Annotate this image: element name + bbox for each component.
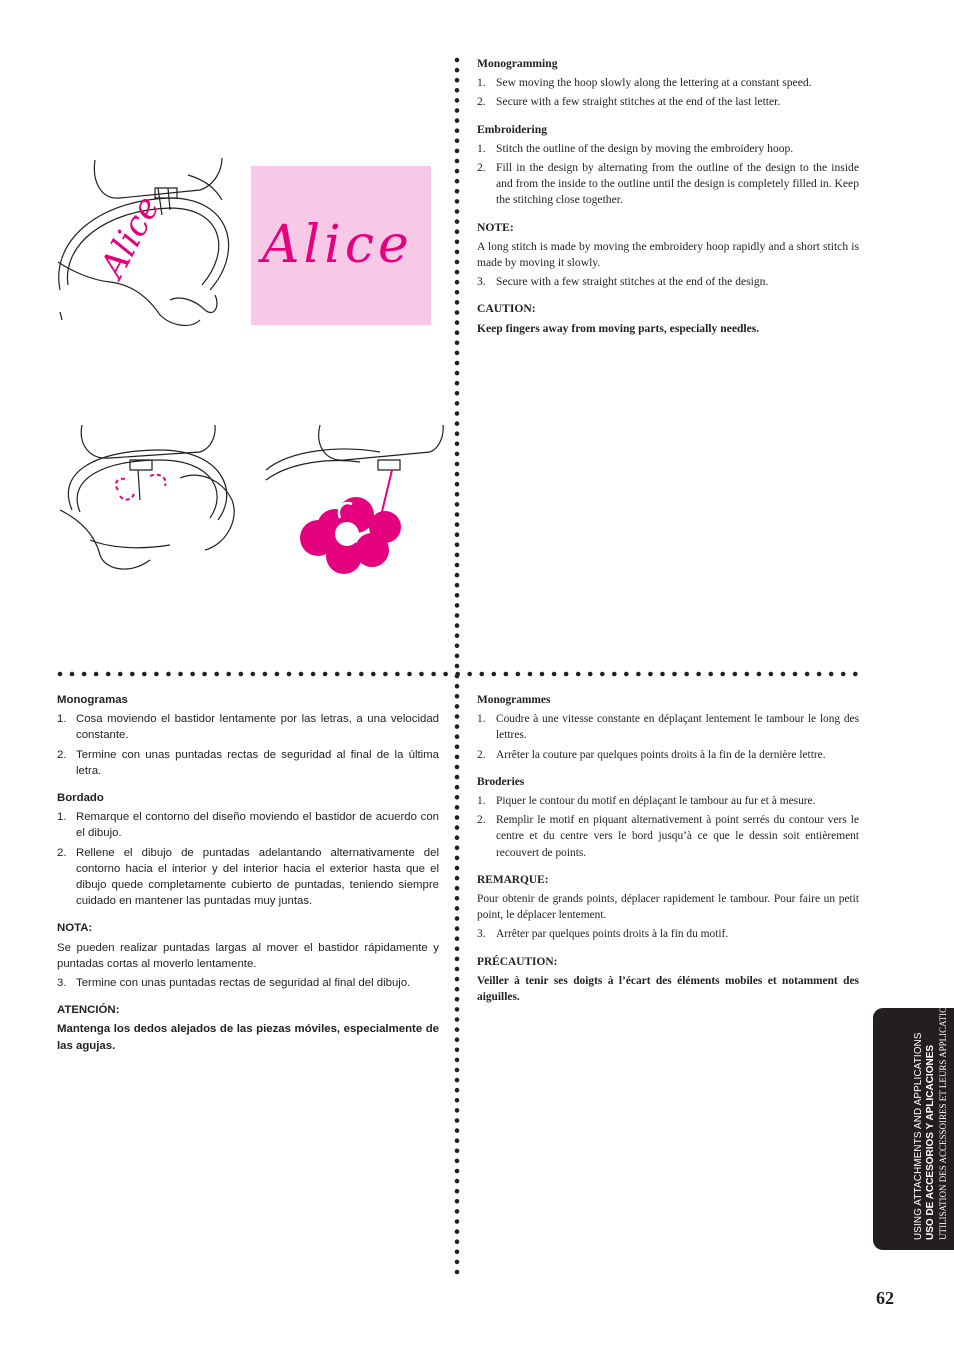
fr-monogramming-step-1: 1. Coudre à une vitesse constante en déplaçant lentement le tambour le long des lettres. xyxy=(477,713,859,742)
tab-title-spanish: USO DE ACCESORIOS Y APLICACIONES xyxy=(925,1044,936,1240)
chapter-side-tab xyxy=(873,994,954,1250)
fr-note-text: Pour obtenir de grands points, déplacer rapidement le tambour. Pour faire un petit point, le déplacer lentement. xyxy=(477,893,859,922)
es-embroidering-step-2: 2. Rellene el dibujo de puntadas adelantando alternativamente del contorno hacia el interior y del interior hacia el exterior hasta que el dibujo quede completamente cubierto de puntadas, teniendo siempre cuidado en mantener las puntadas muy juntas. xyxy=(57,846,439,908)
en-caution-heading: CAUTION: xyxy=(477,302,536,316)
en-embroidering-heading: Embroidering xyxy=(477,122,547,136)
divider-dot xyxy=(492,672,497,677)
en-monogramming-step-2: 2. Secure with a few straight stitches at the end of the last letter. xyxy=(477,95,781,109)
es-monogramming-step-2: 2. Termine con unas puntadas rectas de seguridad al final de la última letra. xyxy=(57,748,439,777)
divider-dot xyxy=(455,149,460,154)
divider-dot xyxy=(455,795,460,800)
divider-dot xyxy=(455,169,460,174)
divider-dot xyxy=(455,876,460,881)
divider-dot xyxy=(455,835,460,840)
divider-dot xyxy=(455,1149,460,1154)
en-embroidering-step-2: 2. Fill in the design by alternating from the outline of the design to the inside and from the inside to the outline until the design is completely filled in. Keep the stitching close together. xyxy=(477,161,859,207)
divider-dot xyxy=(347,672,352,677)
divider-dot xyxy=(455,108,460,113)
divider-dot xyxy=(407,672,412,677)
divider-dot xyxy=(371,672,376,677)
divider-dot xyxy=(455,1118,460,1123)
divider-dot xyxy=(648,672,653,677)
divider-dot xyxy=(467,672,472,677)
divider-dot xyxy=(455,1159,460,1164)
fr-caution-heading: PRÉCAUTION: xyxy=(477,955,558,968)
divider-dot xyxy=(455,745,460,750)
english-instructions xyxy=(477,56,859,340)
french-instructions xyxy=(477,692,859,1008)
divider-dot xyxy=(841,672,846,677)
divider-dot xyxy=(540,672,545,677)
page-number: 62 xyxy=(876,1288,894,1308)
divider-dot xyxy=(455,957,460,962)
es-embroidering-heading: Bordado xyxy=(57,792,104,805)
divider-dot xyxy=(455,672,460,677)
divider-dot xyxy=(455,1037,460,1042)
divider-dot xyxy=(455,1250,460,1255)
divider-dot xyxy=(757,672,762,677)
fr-monogramming-heading: Monogrammes xyxy=(477,694,551,706)
divider-dot xyxy=(431,672,436,677)
divider-dot xyxy=(455,1270,460,1275)
en-note-heading: NOTE: xyxy=(477,220,514,234)
divider-dot xyxy=(805,672,810,677)
divider-dot xyxy=(455,623,460,628)
divider-dot xyxy=(576,672,581,677)
fr-caution-text: Veiller à tenir ses doigts à l’écart des éléments mobiles et notamment des aiguilles. xyxy=(477,974,859,1004)
divider-dot xyxy=(455,967,460,972)
divider-dot xyxy=(455,361,460,366)
divider-dot xyxy=(455,714,460,719)
monogram-sample-on-hoop: Alice xyxy=(92,189,169,285)
divider-dot xyxy=(636,672,641,677)
divider-dot xyxy=(455,118,460,123)
divider-dot xyxy=(142,672,147,677)
divider-dot xyxy=(323,672,328,677)
divider-dot xyxy=(745,672,750,677)
es-note-heading: NOTA: xyxy=(57,922,93,935)
divider-dot xyxy=(455,997,460,1002)
divider-dot xyxy=(455,411,460,416)
divider-dot xyxy=(214,672,219,677)
divider-dot xyxy=(455,189,460,194)
divider-dot xyxy=(455,58,460,63)
divider-dot xyxy=(684,672,689,677)
es-monogramming-step-1: 1. Cosa moviendo el bastidor lentamente por las letras, a una velocidad constante. xyxy=(57,713,439,742)
divider-dot xyxy=(455,462,460,467)
es-monogramming-heading: Monogramas xyxy=(57,694,128,706)
divider-dot xyxy=(395,672,400,677)
divider-dot xyxy=(178,672,183,677)
divider-dot xyxy=(455,88,460,93)
en-embroidering-step-1: 1. Stitch the outline of the design by moving the embroidery hoop. xyxy=(477,141,794,155)
divider-dot xyxy=(455,906,460,911)
es-caution-text: Mantenga los dedos alejados de las piezas móviles, especialmente de las agujas. xyxy=(57,1023,439,1052)
divider-dot xyxy=(455,1078,460,1083)
divider-dot xyxy=(455,401,460,406)
divider-dot xyxy=(455,765,460,770)
divider-dot xyxy=(853,672,858,677)
tab-title-french: UTILISATION DES ACCESSOIRES ET LEURS APPLICATIONS xyxy=(938,994,948,1240)
divider-dot xyxy=(769,672,774,677)
divider-dot xyxy=(455,805,460,810)
divider-dot xyxy=(660,672,665,677)
fr-embroidering-step-2: 2. Remplir le motif en piquant alternativement à point serrés du contour vers le centre et du centre vers le bord jusqu’à ce que le dessin soit entièrement recouvert de points. xyxy=(477,814,859,859)
en-monogramming-heading: Monogramming xyxy=(477,57,558,70)
fr-embroidering-step-1: 1. Piquer le contour du motif en déplaçant le tambour au fur et à mesure. xyxy=(477,795,816,808)
divider-dot xyxy=(455,1209,460,1214)
divider-dot xyxy=(455,866,460,871)
divider-dot xyxy=(455,1058,460,1063)
divider-dot xyxy=(106,672,111,677)
divider-dot xyxy=(455,593,460,598)
flower-center xyxy=(335,522,359,546)
divider-dot xyxy=(455,1260,460,1265)
divider-dot xyxy=(239,672,244,677)
divider-dot xyxy=(455,543,460,548)
divider-dot xyxy=(455,704,460,709)
divider-dot xyxy=(455,512,460,517)
fr-embroidering-heading: Broderies xyxy=(477,775,525,788)
divider-dot xyxy=(94,672,99,677)
divider-dot xyxy=(455,916,460,921)
divider-dot xyxy=(733,672,738,677)
divider-dot xyxy=(455,492,460,497)
divider-dot xyxy=(504,672,509,677)
divider-dot xyxy=(455,1017,460,1022)
divider-dot xyxy=(455,240,460,245)
divider-dot xyxy=(455,482,460,487)
divider-dot xyxy=(455,532,460,537)
divider-dot xyxy=(335,672,340,677)
vertical-dotted-divider xyxy=(455,58,460,1275)
alice-sample-lettering: Alice xyxy=(262,215,413,275)
divider-dot xyxy=(455,684,460,689)
es-embroidering-step-3: 3. Termine con unas puntadas rectas de seguridad al final del dibujo. xyxy=(57,977,411,990)
divider-dot xyxy=(552,672,557,677)
divider-dot xyxy=(564,672,569,677)
divider-dot xyxy=(455,391,460,396)
divider-dot xyxy=(455,502,460,507)
divider-dot xyxy=(696,672,701,677)
divider-dot xyxy=(455,260,460,265)
divider-dot xyxy=(455,573,460,578)
divider-dot xyxy=(70,672,75,677)
divider-dot xyxy=(455,290,460,295)
divider-dot xyxy=(455,724,460,729)
divider-dot xyxy=(455,1108,460,1113)
divider-dot xyxy=(455,209,460,214)
divider-dot xyxy=(455,421,460,426)
divider-dot xyxy=(130,672,135,677)
divider-dot xyxy=(455,896,460,901)
divider-dot xyxy=(455,886,460,891)
divider-dot xyxy=(154,672,159,677)
divider-dot xyxy=(455,341,460,346)
divider-dot xyxy=(588,672,593,677)
divider-dot xyxy=(455,613,460,618)
embroider-fill-illustration xyxy=(266,425,443,480)
divider-dot xyxy=(455,1179,460,1184)
divider-dot xyxy=(612,672,617,677)
divider-dot xyxy=(251,672,256,677)
tab-title-english: USING ATTACHMENTS AND APPLICATIONS xyxy=(913,1032,924,1240)
divider-dot xyxy=(455,563,460,568)
divider-dot xyxy=(455,431,460,436)
divider-dot xyxy=(455,583,460,588)
divider-dot xyxy=(455,694,460,699)
divider-dot xyxy=(190,672,195,677)
divider-dot xyxy=(455,1098,460,1103)
divider-dot xyxy=(455,78,460,83)
divider-dot xyxy=(455,139,460,144)
divider-dot xyxy=(455,1219,460,1224)
divider-dot xyxy=(359,672,364,677)
divider-dot xyxy=(793,672,798,677)
divider-dot xyxy=(455,98,460,103)
divider-dot xyxy=(455,330,460,335)
divider-dot xyxy=(455,603,460,608)
divider-dot xyxy=(455,199,460,204)
fr-monogramming-step-2: 2. Arrêter la couture par quelques points droits à la fin de la dernière lettre. xyxy=(477,748,826,761)
divider-dot xyxy=(287,672,292,677)
divider-dot xyxy=(82,672,87,677)
spanish-instructions xyxy=(57,692,439,1057)
divider-dot xyxy=(455,775,460,780)
divider-dot xyxy=(455,128,460,133)
divider-dot xyxy=(781,672,786,677)
divider-dot xyxy=(720,672,725,677)
divider-dot xyxy=(455,159,460,164)
divider-dot xyxy=(455,1229,460,1234)
horizontal-dotted-divider xyxy=(58,672,858,677)
divider-dot xyxy=(455,351,460,356)
divider-dot xyxy=(455,472,460,477)
divider-dot xyxy=(118,672,123,677)
divider-dot xyxy=(419,672,424,677)
divider-dot xyxy=(455,250,460,255)
divider-dot xyxy=(455,1007,460,1012)
divider-dot xyxy=(455,755,460,760)
divider-dot xyxy=(455,633,460,638)
divider-dot xyxy=(455,1068,460,1073)
divider-dot xyxy=(455,977,460,982)
divider-dot xyxy=(263,672,268,677)
divider-dot xyxy=(455,947,460,952)
divider-dot xyxy=(455,644,460,649)
divider-dot xyxy=(275,672,280,677)
en-caution-text: Keep fingers away from moving parts, especially needles. xyxy=(477,321,760,335)
es-embroidering-step-1: 1. Remarque el contorno del diseño moviendo el bastidor de acuerdo con el dibujo. xyxy=(57,811,439,840)
divider-dot xyxy=(455,229,460,234)
divider-dot xyxy=(455,280,460,285)
es-caution-heading: ATENCIÓN: xyxy=(57,1004,120,1017)
en-monogramming-step-1: 1. Sew moving the hoop slowly along the lettering at a constant speed. xyxy=(477,76,812,90)
divider-dot xyxy=(455,846,460,851)
divider-dot xyxy=(226,672,231,677)
divider-dot xyxy=(672,672,677,677)
divider-dot xyxy=(299,672,304,677)
divider-dot xyxy=(455,300,460,305)
en-note-text: A long stitch is made by moving the embroidery hoop rapidly and a short stitch is made by moving it slowly. xyxy=(477,239,859,270)
divider-dot xyxy=(455,936,460,941)
divider-dot xyxy=(516,672,521,677)
divider-dot xyxy=(455,1048,460,1053)
es-note-text: Se pueden realizar puntadas largas al mover el bastidor rápidamente y puntadas cortas al moverlo lentamente. xyxy=(57,941,439,970)
divider-dot xyxy=(455,734,460,739)
divider-dot xyxy=(455,654,460,659)
flower-outline-stitches xyxy=(116,475,166,500)
divider-dot xyxy=(455,1239,460,1244)
divider-dot xyxy=(455,452,460,457)
divider-dot xyxy=(829,672,834,677)
divider-dot xyxy=(455,815,460,820)
divider-dot xyxy=(455,442,460,447)
divider-dot xyxy=(455,371,460,376)
divider-dot xyxy=(455,1199,460,1204)
divider-dot xyxy=(455,1128,460,1133)
embroider-outline-illustration xyxy=(60,425,234,569)
en-embroidering-step-3: 3. Secure with a few straight stitches at the end of the design. xyxy=(477,275,769,289)
fr-note-heading: REMARQUE: xyxy=(477,873,549,886)
divider-dot xyxy=(455,522,460,527)
divider-dot xyxy=(455,68,460,73)
divider-dot xyxy=(455,785,460,790)
divider-dot xyxy=(455,1088,460,1093)
divider-dot xyxy=(455,381,460,386)
divider-dot xyxy=(600,672,605,677)
divider-dot xyxy=(455,856,460,861)
divider-dot xyxy=(455,1169,460,1174)
divider-dot xyxy=(455,1138,460,1143)
divider-dot xyxy=(455,270,460,275)
divider-dot xyxy=(455,553,460,558)
divider-dot xyxy=(443,672,448,677)
divider-dot xyxy=(311,672,316,677)
divider-dot xyxy=(455,1189,460,1194)
divider-dot xyxy=(455,926,460,931)
divider-dot xyxy=(708,672,713,677)
divider-dot xyxy=(202,672,207,677)
divider-dot xyxy=(166,672,171,677)
divider-dot xyxy=(455,664,460,669)
divider-dot xyxy=(455,179,460,184)
divider-dot xyxy=(528,672,533,677)
divider-dot xyxy=(817,672,822,677)
divider-dot xyxy=(455,310,460,315)
divider-dot xyxy=(455,825,460,830)
divider-dot xyxy=(455,219,460,224)
fr-embroidering-step-3: 3. Arrêter par quelques points droits à la fin du motif. xyxy=(477,928,729,941)
divider-dot xyxy=(480,672,485,677)
divider-dot xyxy=(624,672,629,677)
divider-dot xyxy=(455,987,460,992)
divider-dot xyxy=(58,672,63,677)
divider-dot xyxy=(383,672,388,677)
divider-dot xyxy=(455,320,460,325)
divider-dot xyxy=(455,1027,460,1032)
